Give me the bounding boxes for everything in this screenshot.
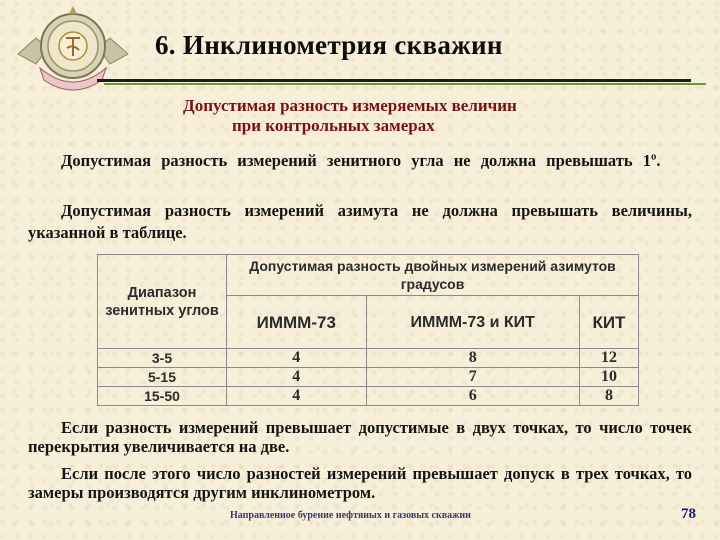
row-range: 15-50 xyxy=(98,387,227,406)
row-value: 12 xyxy=(579,349,638,368)
title-divider-green xyxy=(104,83,706,85)
paragraph-overlap-rule: Если разность измерений превышает допустимые в двух точках, то число точек перекрытия увеличивается на две. xyxy=(28,418,692,456)
subtitle-line-2: при контрольных замерах xyxy=(232,116,435,135)
row-value: 4 xyxy=(227,349,367,368)
paragraph-azimuth-tolerance: Допустимая разность измерений азимута не должна превышать величины, указанной в таблице. xyxy=(28,201,692,242)
row-value: 4 xyxy=(227,368,367,387)
paragraph-zenith-tolerance: Допустимая разность измерений зенитного угла не должна превышать 1º. xyxy=(61,151,661,170)
subtitle-line-1: Допустимая разность измеряемых величин xyxy=(183,96,517,115)
row-range: 3-5 xyxy=(98,349,227,368)
footer-course-title: Направленное бурение нефтяных и газовых скважин xyxy=(230,510,471,521)
row-value: 4 xyxy=(227,387,367,406)
table-header-col-3: КИТ xyxy=(579,296,638,349)
row-value: 7 xyxy=(366,368,579,387)
table-header-range: Диапазон зенитных углов xyxy=(98,255,227,349)
page-title: 6. Инклинометрия скважин xyxy=(155,30,503,60)
title-divider-dark xyxy=(97,79,691,82)
row-range: 5-15 xyxy=(98,368,227,387)
table-header-col-2: ИМММ-73 и КИТ xyxy=(366,296,579,349)
row-value: 8 xyxy=(579,387,638,406)
table-header-group: Допустимая разность двойных измерений азимутов градусов xyxy=(227,255,639,296)
row-value: 6 xyxy=(366,387,579,406)
table-header-col-1: ИМММ-73 xyxy=(227,296,367,349)
table-row xyxy=(98,387,639,406)
row-value: 8 xyxy=(366,349,579,368)
page-number: 78 xyxy=(681,506,696,522)
row-value: 10 xyxy=(579,368,638,387)
table-row xyxy=(98,368,639,387)
table-row xyxy=(98,349,639,368)
paragraph-remeasure-rule: Если после этого число разностей измерений превышает допуск в трех точках, то замеры производятся другим инклинометром. xyxy=(28,464,692,502)
tolerance-table xyxy=(97,254,639,406)
